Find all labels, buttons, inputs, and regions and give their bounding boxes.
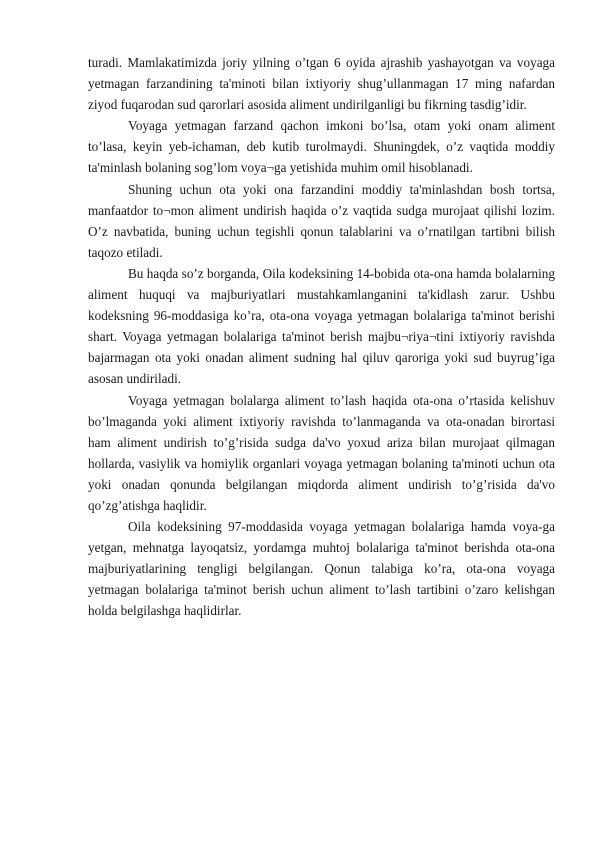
paragraph: Shuning uchun ota yoki ona farzandini moddiy ta'minlashdan bosh tortsa, manfaatdor to¬mon aliment undirish haqida o’z vaqtida sudga murojaat qilishi lozim. O’z navbatida, buning uchun tegishli qonun talablarini va o’rnatilgan tartibni bilish taqozo etiladi. bbox=[88, 181, 555, 260]
paragraph: Bu haqda so’z borganda, Oila kodeksining 14-bobida ota-ona hamda bolalarning aliment huquqi va majburiyatlari mustahkamlanganini ta'kidlash zarur. Ushbu kodeksning 96-moddasiga ko’ra, ota-ona voyaga yetmagan bolalariga ta'minot berishi shart. Voyaga yetmagan bolalariga ta'minot berish majbu¬riya¬tini ixtiyoriy ravishda bajarmagan ota yoki onadan aliment sudning hal qiluv qaroriga yoki sud buyrug’iga asosan undiriladi. bbox=[88, 265, 555, 387]
paragraph: Voyaga yetmagan bolalarga aliment to’lash haqida ota-ona o’rtasida kelishuv bo’lmaganda yoki aliment ixtiyoriy ravishda to’lanmaganda va ota-onadan birortasi ham aliment undirish to’g’risida sudga da'vo yoxud ariza bilan murojaat qilmagan hollarda, vasiylik va homiylik organlari voyaga yetmagan bolaning ta'minoti uchun ota yoki onadan qonunda belgilangan miqdorda aliment undirish to’g’risida da'vo qo’zg’atishga haqlidir. bbox=[88, 392, 555, 513]
paragraph: Oila kodeksining 97-moddasida voyaga yetmagan bolalariga hamda voya-ga yetgan, mehnatga layoqatsiz, yordamga muhtoj bolalariga ta'minot berishda ota-ona majburiyatlarining tengligi belgilangan. Qonun talabiga ko’ra, ota-ona voyaga yetmagan bolalariga ta'minot berish uchun aliment to’lash tartibini o’zaro kelishgan holda belgilashga haqlidirlar. bbox=[88, 519, 555, 619]
document-page bbox=[88, 52, 555, 622]
paragraph: Voyaga yetmagan farzand qachon imkoni bo’lsa, otam yoki onam aliment to’lasa, keyin yeb-ichaman, deb kutib turolmaydi. Shuningdek, o’z vaqtida moddiy ta'minlash bolaning sog’lom voya¬ga yetishida muhim omil hisoblanadi. bbox=[88, 118, 555, 176]
paragraph-continuation: turadi. Mamlakatimizda joriy yilning o’tgan 6 oyida ajrashib yashayotgan va voyaga yetmagan farzandining ta'minoti bilan ixtiyoriy shug’ullanmagan 17 ming nafardan ziyod fuqarodan sud qarorlari asosida aliment undirilganligi bu fikrning tasdig’idir. bbox=[88, 55, 555, 113]
